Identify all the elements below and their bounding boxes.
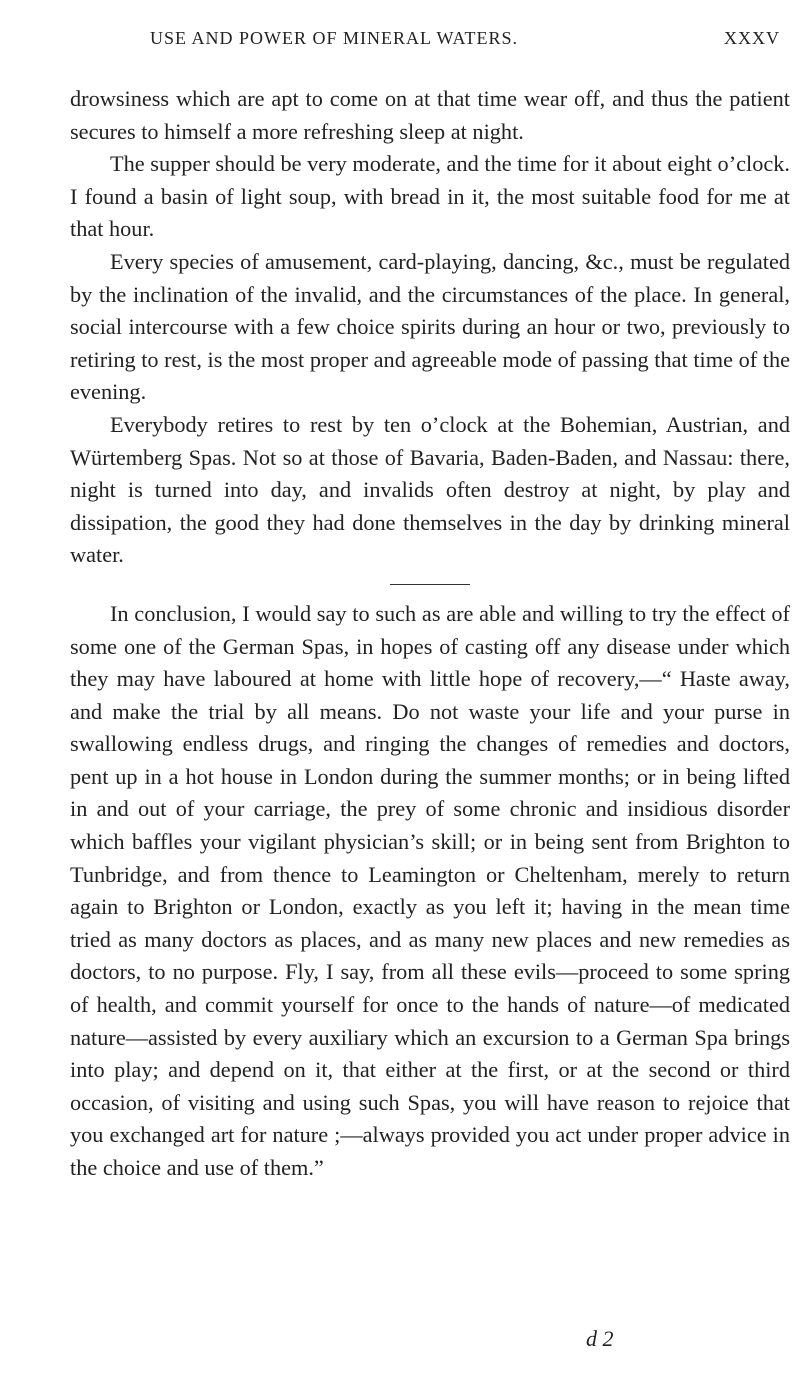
body-text: [70, 83, 790, 1185]
page-number: XXXV: [724, 28, 780, 48]
paragraph-retiring: Everybody retires to rest by ten o’clock at the Bohemian, Austrian, and Würtemberg Spas. Not so at those of Bavaria, Baden-Baden, and Nassau: there, night is turned into day, and invalids often destroy at night, by play and dissipation, the good they had done themselves in the day by drinking mineral water.: [70, 411, 790, 568]
paragraph-conclusion: In conclusion, I would say to such as are able and willing to try the effect of some one of the German Spas, in hopes of casting off any disease under which they may have laboured at home with little hope of recovery,—“ Haste away, and make the trial by all means. Do not waste your life and your purse in swallowing endless drugs, and ringing the changes of remedies and doctors, pent up in a hot house in London during the summer months; or in being lifted in and out of your carriage, the prey of some chronic and insidious disorder which baffles your vigilant physician’s skill; or in being sent from Brighton to Tunbridge, and from thence to Leamington or Cheltenham, merely to return again to Brighton or London, exactly as you left it; having in the mean time tried as many doctors as places, and as many new places and new remedies as doctors, to no purpose. Fly, I say, from all these evils—proceed to some spring of health, and commit yourself for once to the hands of nature—of medicated nature—assisted by every auxiliary which an excursion to a German Spa brings into play; and depend on it, that either at the first, or at the second or third occasion, of visiting and using such Spas, you will have reason to rejoice that you exchanged art for nature ;—always provided you act under proper advice in the choice and use of them.”: [70, 600, 790, 1180]
running-title: USE AND POWER OF MINERAL WATERS.: [150, 28, 519, 48]
paragraph-supper: The supper should be very moderate, and the time for it about eight o’clock. I found a basin of light soup, with bread in it, the most suitable food for me at that hour.: [70, 151, 790, 242]
section-divider: [390, 584, 470, 585]
paragraph-continued: drowsiness which are apt to come on at that time wear off, and thus the patient secures to himself a more refreshing sleep at night.: [70, 86, 790, 144]
signature-mark: d 2: [586, 1326, 614, 1351]
paragraph-amusement: Every species of amusement, card-playing, dancing, &c., must be regulated by the inclination of the invalid, and the circumstances of the place. In general, social intercourse with a few choice spirits during an hour or two, previously to retiring to rest, is the most proper and agreeable mode of passing that time of the evening.: [70, 248, 790, 405]
